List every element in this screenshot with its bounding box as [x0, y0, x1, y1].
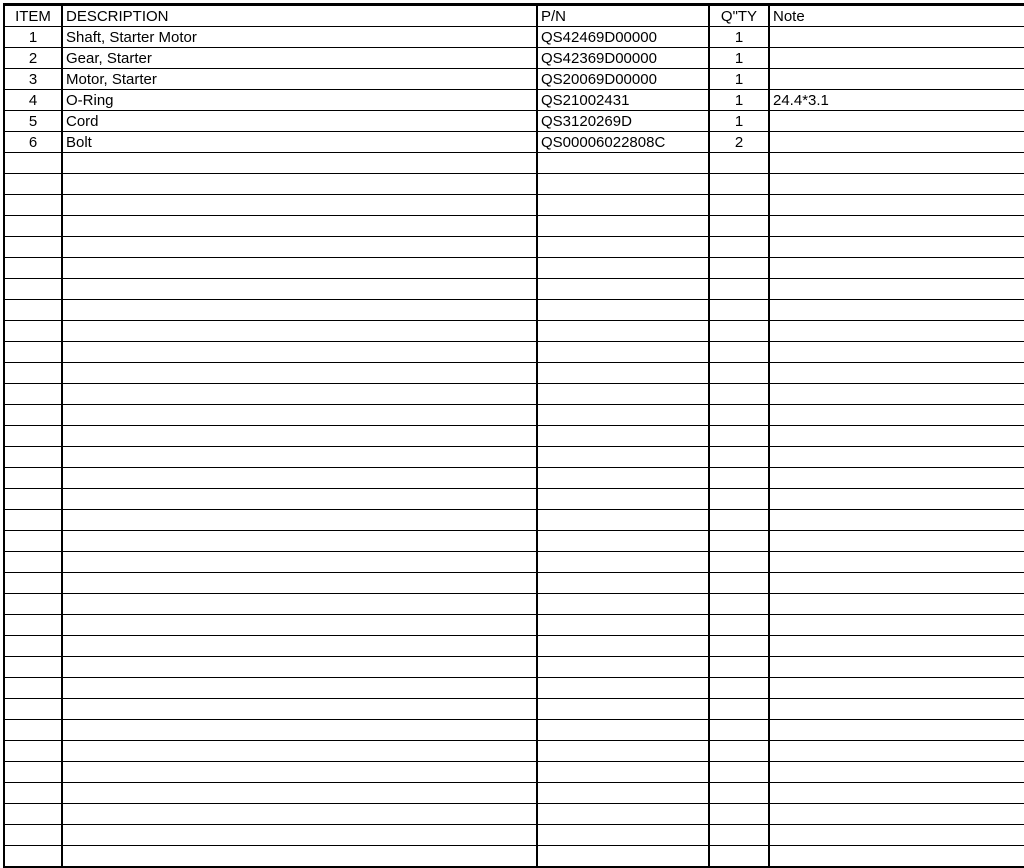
cell-item	[4, 615, 62, 636]
cell-quantity	[709, 573, 769, 594]
empty-table-row	[4, 279, 1024, 300]
cell-quantity	[709, 510, 769, 531]
cell-quantity	[709, 426, 769, 447]
cell-part-number	[537, 195, 709, 216]
cell-part-number: QS00006022808C	[537, 132, 709, 153]
cell-item	[4, 678, 62, 699]
cell-part-number	[537, 405, 709, 426]
cell-quantity	[709, 363, 769, 384]
cell-part-number	[537, 384, 709, 405]
cell-quantity	[709, 405, 769, 426]
table-row	[4, 90, 1024, 111]
table-row	[4, 111, 1024, 132]
table-row	[4, 132, 1024, 153]
parts-list-table	[3, 3, 1024, 868]
cell-item	[4, 447, 62, 468]
cell-quantity	[709, 804, 769, 825]
cell-note	[769, 384, 1024, 405]
cell-item	[4, 405, 62, 426]
empty-table-row	[4, 594, 1024, 615]
empty-table-row	[4, 447, 1024, 468]
cell-quantity	[709, 720, 769, 741]
cell-quantity: 1	[709, 111, 769, 132]
cell-note	[769, 363, 1024, 384]
empty-table-row	[4, 846, 1024, 868]
cell-part-number	[537, 636, 709, 657]
cell-item	[4, 804, 62, 825]
cell-part-number	[537, 447, 709, 468]
cell-note: 24.4*3.1	[769, 90, 1024, 111]
cell-part-number	[537, 615, 709, 636]
cell-item: 5	[4, 111, 62, 132]
cell-quantity: 1	[709, 90, 769, 111]
empty-table-row	[4, 552, 1024, 573]
cell-item: 3	[4, 69, 62, 90]
cell-description	[62, 741, 537, 762]
cell-quantity	[709, 783, 769, 804]
cell-description: Cord	[62, 111, 537, 132]
empty-table-row	[4, 720, 1024, 741]
header-row	[4, 5, 1024, 27]
cell-quantity	[709, 384, 769, 405]
cell-description	[62, 237, 537, 258]
empty-table-row	[4, 573, 1024, 594]
cell-note	[769, 531, 1024, 552]
empty-table-row	[4, 216, 1024, 237]
cell-note	[769, 846, 1024, 868]
cell-item	[4, 153, 62, 174]
empty-table-row	[4, 321, 1024, 342]
header-quantity: Q"TY	[709, 5, 769, 27]
empty-table-row	[4, 804, 1024, 825]
cell-note	[769, 762, 1024, 783]
cell-quantity	[709, 258, 769, 279]
empty-table-row	[4, 741, 1024, 762]
cell-description	[62, 720, 537, 741]
cell-quantity	[709, 636, 769, 657]
cell-part-number	[537, 342, 709, 363]
cell-quantity	[709, 321, 769, 342]
cell-part-number	[537, 468, 709, 489]
cell-item	[4, 384, 62, 405]
cell-note	[769, 216, 1024, 237]
cell-part-number	[537, 825, 709, 846]
cell-part-number	[537, 279, 709, 300]
cell-description	[62, 258, 537, 279]
empty-table-row	[4, 510, 1024, 531]
cell-part-number	[537, 258, 709, 279]
cell-description: Bolt	[62, 132, 537, 153]
cell-item	[4, 531, 62, 552]
cell-note	[769, 615, 1024, 636]
cell-note	[769, 510, 1024, 531]
cell-note	[769, 69, 1024, 90]
cell-description	[62, 279, 537, 300]
cell-item	[4, 300, 62, 321]
cell-description	[62, 699, 537, 720]
cell-description	[62, 342, 537, 363]
empty-table-row	[4, 636, 1024, 657]
cell-part-number: QS42369D00000	[537, 48, 709, 69]
cell-description	[62, 573, 537, 594]
header-description: DESCRIPTION	[62, 5, 537, 27]
cell-description: Motor, Starter	[62, 69, 537, 90]
cell-description	[62, 804, 537, 825]
cell-note	[769, 111, 1024, 132]
cell-part-number	[537, 846, 709, 868]
cell-item	[4, 699, 62, 720]
cell-item	[4, 741, 62, 762]
cell-item	[4, 594, 62, 615]
cell-description	[62, 468, 537, 489]
cell-note	[769, 783, 1024, 804]
cell-item	[4, 258, 62, 279]
cell-description: O-Ring	[62, 90, 537, 111]
cell-part-number	[537, 489, 709, 510]
cell-item	[4, 363, 62, 384]
cell-note	[769, 636, 1024, 657]
cell-item	[4, 321, 62, 342]
cell-item	[4, 279, 62, 300]
cell-quantity	[709, 699, 769, 720]
cell-description	[62, 195, 537, 216]
cell-note	[769, 279, 1024, 300]
cell-part-number	[537, 762, 709, 783]
cell-description	[62, 825, 537, 846]
cell-description	[62, 594, 537, 615]
empty-table-row	[4, 825, 1024, 846]
cell-item: 6	[4, 132, 62, 153]
cell-part-number	[537, 657, 709, 678]
cell-item	[4, 195, 62, 216]
cell-part-number	[537, 699, 709, 720]
empty-table-row	[4, 237, 1024, 258]
empty-table-row	[4, 531, 1024, 552]
cell-note	[769, 573, 1024, 594]
cell-note	[769, 300, 1024, 321]
cell-quantity: 1	[709, 69, 769, 90]
cell-part-number	[537, 741, 709, 762]
cell-quantity	[709, 174, 769, 195]
cell-description	[62, 489, 537, 510]
empty-table-row	[4, 405, 1024, 426]
cell-part-number	[537, 153, 709, 174]
table-row	[4, 69, 1024, 90]
cell-item	[4, 552, 62, 573]
cell-item	[4, 489, 62, 510]
empty-table-row	[4, 678, 1024, 699]
cell-quantity	[709, 531, 769, 552]
cell-description	[62, 321, 537, 342]
cell-quantity	[709, 153, 769, 174]
cell-description	[62, 615, 537, 636]
empty-table-row	[4, 657, 1024, 678]
table-header	[4, 5, 1024, 27]
cell-part-number: QS21002431	[537, 90, 709, 111]
cell-description	[62, 216, 537, 237]
cell-description	[62, 363, 537, 384]
cell-part-number	[537, 510, 709, 531]
cell-part-number: QS20069D00000	[537, 69, 709, 90]
header-part-number: P/N	[537, 5, 709, 27]
cell-item	[4, 783, 62, 804]
cell-item	[4, 657, 62, 678]
cell-part-number	[537, 363, 709, 384]
cell-item	[4, 468, 62, 489]
empty-table-row	[4, 615, 1024, 636]
cell-item: 4	[4, 90, 62, 111]
cell-note	[769, 825, 1024, 846]
cell-note	[769, 468, 1024, 489]
empty-table-row	[4, 300, 1024, 321]
cell-note	[769, 720, 1024, 741]
cell-description	[62, 783, 537, 804]
cell-note	[769, 804, 1024, 825]
cell-note	[769, 489, 1024, 510]
empty-table-row	[4, 762, 1024, 783]
cell-note	[769, 132, 1024, 153]
cell-item	[4, 510, 62, 531]
cell-description	[62, 762, 537, 783]
cell-note	[769, 174, 1024, 195]
cell-quantity	[709, 552, 769, 573]
cell-quantity	[709, 762, 769, 783]
cell-description	[62, 846, 537, 868]
cell-note	[769, 447, 1024, 468]
cell-part-number	[537, 174, 709, 195]
empty-table-row	[4, 174, 1024, 195]
cell-item: 2	[4, 48, 62, 69]
empty-table-row	[4, 258, 1024, 279]
cell-quantity	[709, 279, 769, 300]
empty-table-row	[4, 384, 1024, 405]
cell-item	[4, 636, 62, 657]
cell-quantity	[709, 237, 769, 258]
cell-quantity	[709, 342, 769, 363]
cell-quantity	[709, 594, 769, 615]
cell-item	[4, 216, 62, 237]
cell-part-number	[537, 321, 709, 342]
empty-table-row	[4, 342, 1024, 363]
empty-table-row	[4, 195, 1024, 216]
cell-part-number: QS3120269D	[537, 111, 709, 132]
cell-note	[769, 699, 1024, 720]
cell-part-number	[537, 783, 709, 804]
cell-quantity: 1	[709, 27, 769, 48]
cell-description	[62, 510, 537, 531]
cell-quantity	[709, 195, 769, 216]
cell-note	[769, 552, 1024, 573]
cell-description	[62, 153, 537, 174]
cell-item	[4, 720, 62, 741]
cell-item	[4, 237, 62, 258]
empty-table-row	[4, 468, 1024, 489]
cell-item	[4, 846, 62, 868]
cell-quantity	[709, 615, 769, 636]
cell-item	[4, 342, 62, 363]
cell-part-number	[537, 720, 709, 741]
cell-description	[62, 552, 537, 573]
cell-description	[62, 531, 537, 552]
cell-part-number	[537, 216, 709, 237]
cell-quantity	[709, 489, 769, 510]
empty-table-row	[4, 699, 1024, 720]
cell-item	[4, 174, 62, 195]
empty-table-row	[4, 783, 1024, 804]
cell-part-number	[537, 237, 709, 258]
empty-table-row	[4, 426, 1024, 447]
cell-quantity	[709, 825, 769, 846]
header-note: Note	[769, 5, 1024, 27]
cell-part-number	[537, 573, 709, 594]
cell-part-number: QS42469D00000	[537, 27, 709, 48]
cell-part-number	[537, 426, 709, 447]
cell-description	[62, 300, 537, 321]
cell-quantity	[709, 678, 769, 699]
cell-note	[769, 237, 1024, 258]
cell-quantity	[709, 216, 769, 237]
empty-table-row	[4, 363, 1024, 384]
cell-note	[769, 426, 1024, 447]
parts-list-sheet	[3, 3, 1024, 868]
cell-part-number	[537, 594, 709, 615]
cell-quantity	[709, 741, 769, 762]
empty-table-row	[4, 489, 1024, 510]
cell-quantity	[709, 846, 769, 868]
cell-item: 1	[4, 27, 62, 48]
cell-part-number	[537, 678, 709, 699]
cell-description	[62, 405, 537, 426]
cell-item	[4, 573, 62, 594]
cell-description	[62, 174, 537, 195]
table-body	[4, 27, 1024, 868]
cell-description	[62, 426, 537, 447]
cell-item	[4, 762, 62, 783]
table-row	[4, 48, 1024, 69]
cell-note	[769, 153, 1024, 174]
cell-note	[769, 27, 1024, 48]
cell-part-number	[537, 804, 709, 825]
cell-note	[769, 678, 1024, 699]
cell-description	[62, 678, 537, 699]
cell-part-number	[537, 531, 709, 552]
empty-table-row	[4, 153, 1024, 174]
cell-note	[769, 405, 1024, 426]
cell-quantity: 1	[709, 48, 769, 69]
cell-note	[769, 321, 1024, 342]
cell-note	[769, 258, 1024, 279]
cell-part-number	[537, 300, 709, 321]
cell-note	[769, 195, 1024, 216]
cell-note	[769, 741, 1024, 762]
cell-description	[62, 657, 537, 678]
cell-quantity	[709, 447, 769, 468]
header-item: ITEM	[4, 5, 62, 27]
cell-note	[769, 342, 1024, 363]
cell-note	[769, 657, 1024, 678]
cell-description: Gear, Starter	[62, 48, 537, 69]
table-row	[4, 27, 1024, 48]
cell-quantity	[709, 657, 769, 678]
cell-description: Shaft, Starter Motor	[62, 27, 537, 48]
cell-note	[769, 594, 1024, 615]
cell-description	[62, 636, 537, 657]
cell-description	[62, 384, 537, 405]
cell-part-number	[537, 552, 709, 573]
cell-quantity	[709, 300, 769, 321]
cell-item	[4, 825, 62, 846]
cell-quantity	[709, 468, 769, 489]
cell-quantity: 2	[709, 132, 769, 153]
cell-description	[62, 447, 537, 468]
cell-note	[769, 48, 1024, 69]
cell-item	[4, 426, 62, 447]
